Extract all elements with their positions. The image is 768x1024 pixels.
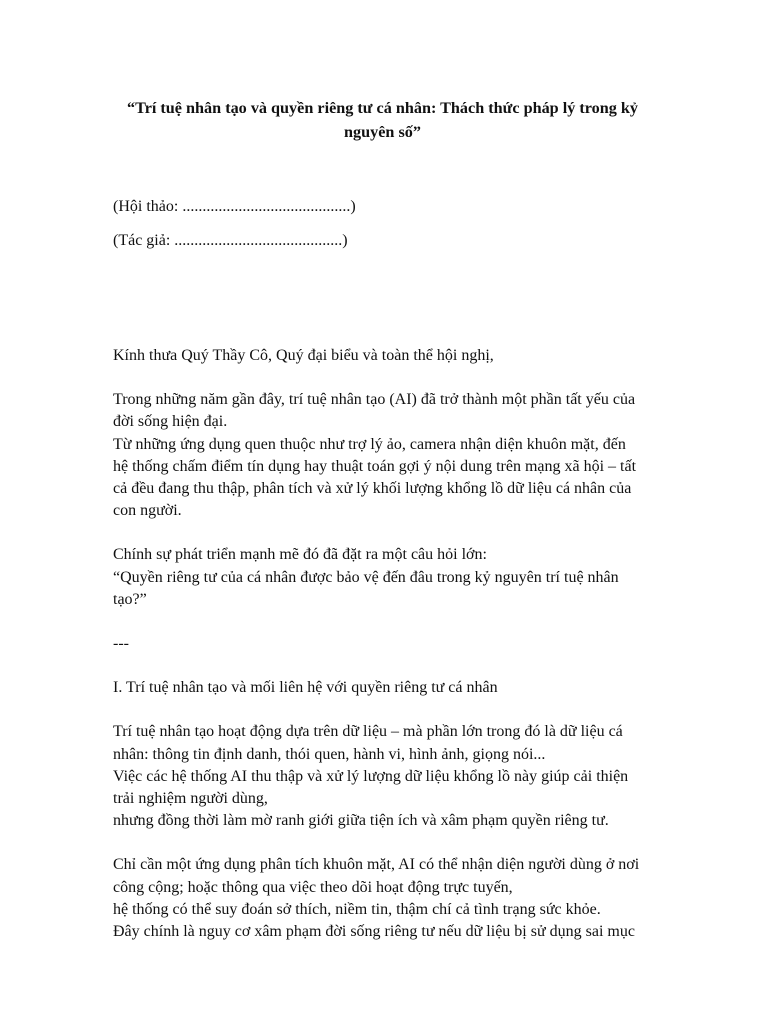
separator: --- <box>113 635 129 653</box>
text-line: nhưng đồng thời làm mờ ranh giới giữa tiện ích và xâm phạm quyền riêng tư. <box>113 812 609 830</box>
text-line: Trong những năm gần đây, trí tuệ nhân tạo (AI) đã trở thành một phần tất yếu của <box>113 391 636 409</box>
section-1-paragraph-1 <box>113 721 652 832</box>
text-line: Đây chính là nguy cơ xâm phạm đời sống riêng tư nếu dữ liệu bị sử dụng sai mục <box>113 923 635 941</box>
text-line: Trí tuệ nhân tạo hoạt động dựa trên dữ liệu – mà phần lớn trong đó là dữ liệu cá <box>113 723 623 741</box>
section-1-paragraph-2 <box>113 854 652 943</box>
text-line: con người. <box>113 502 182 520</box>
question-paragraph <box>113 544 652 611</box>
title-line: nguyên số” <box>344 123 421 141</box>
text-line: tạo?” <box>113 590 147 608</box>
text-line: Chính sự phát triển mạnh mẽ đó đã đặt ra một câu hỏi lớn: <box>113 546 487 564</box>
text-line: nhân: thông tin định danh, thói quen, hành vi, hình ảnh, giọng nói... <box>113 745 546 763</box>
text-line: hệ thống có thể suy đoán sở thích, niềm tin, thậm chí cả tình trạng sức khỏe. <box>113 900 601 918</box>
text-line: trải nghiệm người dùng, <box>113 790 268 808</box>
text-line: “Quyền riêng tư của cá nhân được bảo vệ đến đâu trong kỷ nguyên trí tuệ nhân <box>113 568 619 586</box>
text-line: hệ thống chấm điểm tín dụng hay thuật toán gợi ý nội dung trên mạng xã hội – tất <box>113 457 637 475</box>
text-line: Việc các hệ thống AI thu thập và xử lý lượng dữ liệu khổng lồ này giúp cải thiện <box>113 767 629 785</box>
author-placeholder: (Tác giả: ..........................................) <box>113 232 348 249</box>
title-line: “Trí tuệ nhân tạo và quyền riêng tư cá nhân: Thách thức pháp lý trong kỷ <box>127 99 638 117</box>
text-line: công cộng; hoặc thông qua việc theo dõi hoạt động trực tuyến, <box>113 878 513 896</box>
intro-paragraph <box>113 389 652 522</box>
text-line: đời sống hiện đại. <box>113 413 228 431</box>
section-1-heading: I. Trí tuệ nhân tạo và mối liên hệ với quyền riêng tư cá nhân <box>113 679 498 697</box>
text-line: Từ những ứng dụng quen thuộc như trợ lý ảo, camera nhận diện khuôn mặt, đến <box>113 435 626 453</box>
conference-placeholder: (Hội thảo: ..........................................) <box>113 198 356 215</box>
document-title <box>113 96 652 144</box>
greeting: Kính thưa Quý Thầy Cô, Quý đại biểu và toàn thể hội nghị, <box>113 347 494 364</box>
text-line: Chỉ cần một ứng dụng phân tích khuôn mặt, AI có thể nhận diện người dùng ở nơi <box>113 856 640 874</box>
text-line: cả đều đang thu thập, phân tích và xử lý khối lượng khổng lồ dữ liệu cá nhân của <box>113 480 632 498</box>
